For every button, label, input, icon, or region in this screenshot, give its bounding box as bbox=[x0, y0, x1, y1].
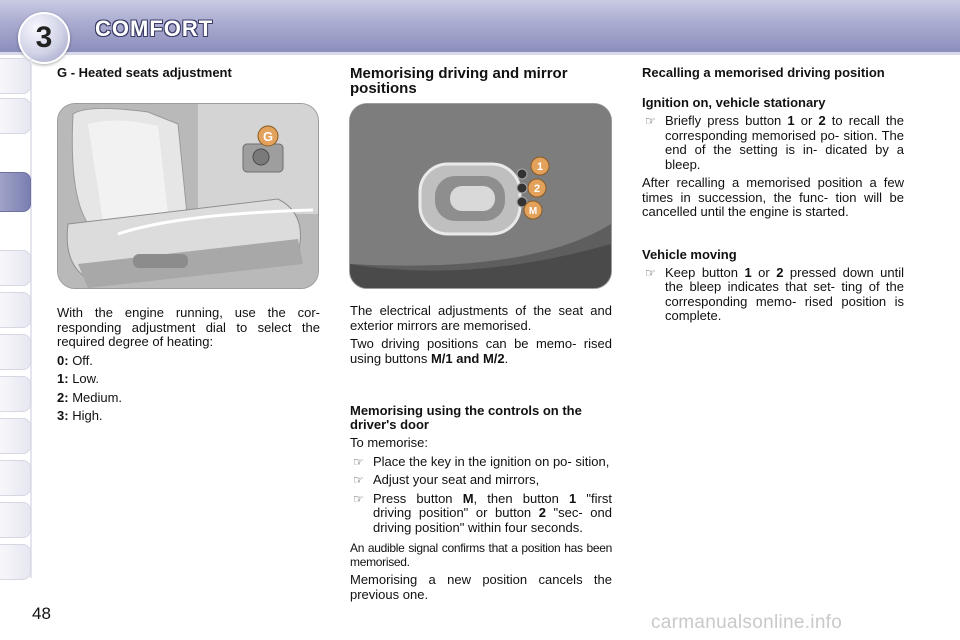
chapter-tab-10[interactable] bbox=[0, 502, 31, 538]
heat-level-item: 3: High. bbox=[57, 408, 103, 423]
door-marker-2: 2 bbox=[533, 183, 541, 195]
chapter-tab-8[interactable] bbox=[0, 418, 31, 454]
vehicle-moving-subheading: Vehicle moving bbox=[642, 246, 737, 262]
heat-level-item: 2: Medium. bbox=[57, 389, 123, 405]
memorising-paragraph-1: The electrical adjustments of the seat and exterior mirrors are memorised. bbox=[350, 303, 612, 333]
chapter-tab-11[interactable] bbox=[0, 544, 31, 580]
recalling-column bbox=[642, 66, 904, 324]
chapter-tab-2[interactable] bbox=[0, 98, 31, 134]
door-marker-1: 1 bbox=[536, 161, 544, 173]
chapter-tab-3-active[interactable] bbox=[0, 172, 31, 212]
heat-level-item: 0: Off. bbox=[57, 352, 93, 368]
heated-seats-heading: G - Heated seats adjustment bbox=[57, 65, 232, 80]
driver-door-subheading: Memorising using the controls on the driver's door bbox=[350, 403, 582, 432]
memorising-column bbox=[350, 66, 612, 602]
seat-dial-marker-g: G bbox=[262, 129, 274, 144]
pointing-hand-icon: ☞ bbox=[353, 491, 364, 506]
chapter-tab-9[interactable] bbox=[0, 460, 31, 496]
header-divider bbox=[0, 52, 960, 55]
watermark: carmanualsonline.info bbox=[651, 612, 843, 633]
heated-seats-intro: With the engine running, use the cor- responding adjustment dial to select the required degree of heating: bbox=[57, 305, 320, 349]
memorising-paragraph-2: Two driving positions can be memo- rised using buttons M/1 and M/2. bbox=[350, 336, 612, 366]
pointing-hand-icon: ☞ bbox=[353, 454, 364, 469]
chapter-tab-5[interactable] bbox=[0, 292, 31, 328]
memorise-step-1: ☞ Place the key in the ignition on po- sition, bbox=[353, 453, 610, 469]
pointing-hand-icon: ☞ bbox=[353, 473, 364, 487]
pointing-hand-icon: ☞ bbox=[645, 265, 656, 280]
chapter-tab-1[interactable] bbox=[0, 58, 31, 94]
recall-cancel-paragraph: After recalling a memorised position a few times in succession, the func- tion will be cancelled until the engine is started. bbox=[642, 175, 904, 219]
heated-seats-column bbox=[57, 66, 320, 424]
chapter-title: COMFORT bbox=[95, 16, 214, 41]
memorising-heading: Memorising driving and mirror positions bbox=[350, 65, 568, 97]
door-marker-m: M bbox=[528, 206, 538, 217]
ignition-on-subheading: Ignition on, vehicle stationary bbox=[642, 95, 826, 110]
recall-step-moving: ☞ Keep button 1 or 2 pressed down until the bleep indicates that set- ting of the corresponding memo- rised position is complete. bbox=[645, 264, 904, 323]
pointing-hand-icon: ☞ bbox=[645, 114, 656, 128]
recalling-heading: Recalling a memorised driving position bbox=[642, 65, 885, 80]
to-memorise-label: To memorise: bbox=[350, 435, 429, 450]
page-number: 48 bbox=[32, 604, 51, 623]
memorise-step-3: ☞ Press button M, then button 1 "first driving position" or button 2 "sec- ond driving position" within four seconds. bbox=[353, 490, 612, 535]
memorising-cancel-note: Memorising a new position cancels the previous one. bbox=[350, 572, 612, 602]
chapter-tab-6[interactable] bbox=[0, 334, 31, 370]
chapter-number-badge: 3 bbox=[18, 12, 70, 64]
chapter-side-tabs bbox=[0, 58, 34, 578]
audible-signal-note: An audible signal confirms that a position has been memorised. bbox=[350, 541, 612, 569]
memorise-step-2: ☞ Adjust your seat and mirrors, bbox=[353, 472, 540, 487]
chapter-tab-7[interactable] bbox=[0, 376, 31, 412]
heat-level-item: 1: Low. bbox=[57, 371, 99, 386]
chapter-tab-4[interactable] bbox=[0, 250, 31, 286]
recall-step-stationary: ☞ Briefly press button 1 or 2 to recall the corresponding memorised po- sition. The end of the setting is in- dicated by a bleep. bbox=[645, 113, 904, 172]
